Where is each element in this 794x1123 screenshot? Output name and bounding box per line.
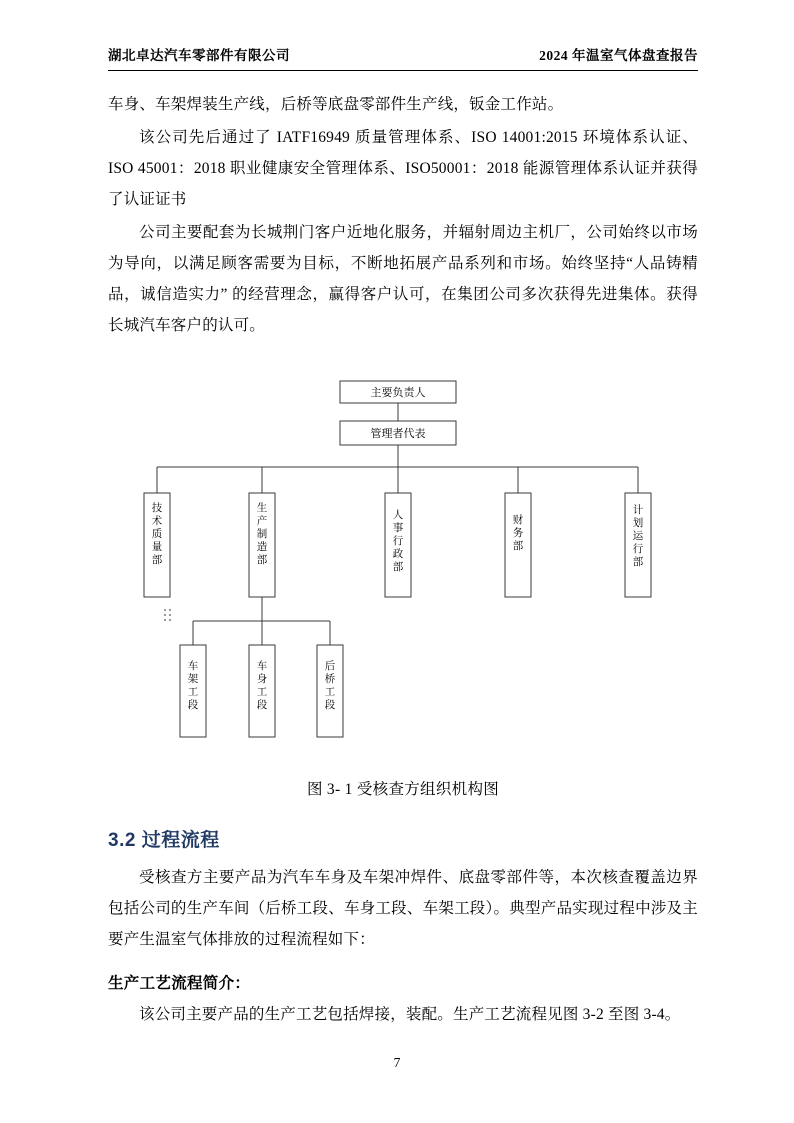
section-paragraph-2: 该公司主要产品的生产工艺包括焊接，装配。生产工艺流程见图 3-2 至图 3-4。 <box>139 1006 681 1023</box>
org-workshop-0: 车架工段 <box>187 661 199 711</box>
section-paragraph-1: 受核查方主要产品为汽车车身及车架冲焊件、底盘零部件等，本次核查覆盖边界包括公司的生产车间（后桥工段、车身工段、车架工段）。典型产品实现过程中涉及主要产生温室气体排放的过程流程如下： <box>108 869 698 948</box>
org-workshop-1: 车身工段 <box>256 661 268 711</box>
org-department-0: 技术质量部 <box>151 503 163 566</box>
paragraph-1: 车身、车架焊装生产线，后桥等底盘零部件生产线，钣金工作站。 <box>108 96 564 113</box>
org-department-2: 人事行政部 <box>392 510 404 573</box>
org-department-3: 财务部 <box>512 515 524 552</box>
page-header <box>108 44 698 71</box>
figure-caption: 图 3- 1 受核查方组织机构图 <box>306 781 500 798</box>
org-chart <box>108 363 698 763</box>
paragraph-2: 该公司先后通过了 IATF16949 质量管理体系、ISO 14001:2015 环境体系认证、ISO 45001：2018 职业健康安全管理体系、ISO50001：2018 能源管理体系认证并获得了认证证书 <box>108 129 698 208</box>
page-number: 7 <box>393 1055 401 1070</box>
org-department-4: 计划运行部 <box>632 505 644 568</box>
org-second-label: 管理者代表 <box>370 428 426 440</box>
header-company-name: 湖北卓达汽车零部件有限公司 <box>108 48 290 63</box>
org-workshop-2: 后桥工段 <box>324 661 336 711</box>
section-heading-3-2: 3.2 过程流程 <box>108 830 220 851</box>
subheading-process-intro: 生产工艺流程简介： <box>108 975 251 992</box>
org-top-label: 主要负责人 <box>370 387 426 399</box>
header-report-title: 2024 年温室气体盘查报告 <box>539 48 698 63</box>
org-department-1: 生产制造部 <box>256 503 268 566</box>
paragraph-3: 公司主要配套为长城荆门客户近地化服务，并辐射周边主机厂，公司始终以市场为导向，以满足顾客需要为目标，不断地拓展产品系列和市场。始终坚持“人品铸精品，诚信造实力” 的经营理念，赢得客户认可，在集团公司多次获得先进集体。获得长城汽车客户的认可。 <box>108 224 698 334</box>
chart-handle-dots <box>164 609 171 625</box>
